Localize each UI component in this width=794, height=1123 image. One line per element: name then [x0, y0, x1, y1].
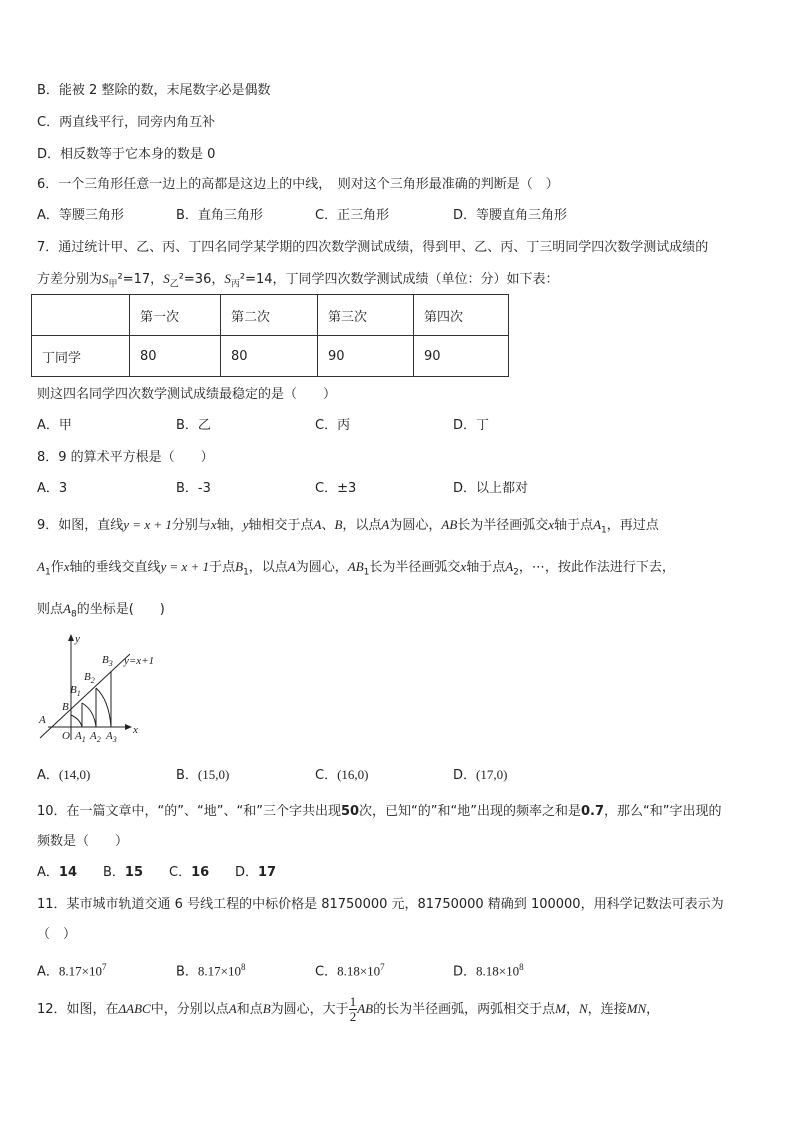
option-value: 8.17×10 — [197, 963, 242, 979]
arc-2 — [82, 703, 96, 727]
point-a: A — [313, 517, 322, 532]
q7-stem-line1: 7．通过统计甲、乙、丙、丁四名同学某学期的四次数学测试成绩，得到甲、乙、丙、丁三明同学四次数学测试成绩的 — [37, 240, 709, 255]
option-letter: A． — [37, 768, 59, 783]
option-value: (16,0) — [337, 767, 369, 782]
label-b2-sub: 2 — [90, 676, 95, 685]
q10-option-a — [37, 864, 77, 882]
q11-option-d — [453, 958, 524, 981]
q9-text: 长为半径画弧交 — [457, 518, 549, 533]
label-a2-sub: 2 — [96, 735, 101, 744]
label-a: A — [39, 714, 46, 726]
option-exponent: 8 — [519, 962, 524, 972]
label-b2-letter: B — [84, 671, 91, 683]
point-a: A — [381, 517, 390, 532]
q10-option-b — [103, 864, 143, 882]
variance-sub: 甲 — [108, 279, 118, 290]
point-a: A — [287, 559, 296, 574]
q7-stem-line2 — [37, 270, 559, 294]
label-b3-sub: 3 — [108, 659, 113, 668]
q11-option-c — [315, 958, 385, 981]
table-cell: 80 — [221, 336, 318, 377]
option-letter: A． — [37, 865, 59, 880]
subscript: 1 — [601, 525, 607, 536]
q9-text: 作 — [50, 560, 64, 575]
q9-text: 为圆心， — [295, 560, 348, 575]
q6-option-b: B．直角三角形 — [176, 208, 263, 223]
variance-value: ²=17， — [117, 272, 164, 287]
variance-symbol: S — [224, 271, 231, 286]
label-b1 — [70, 684, 81, 698]
option-letter: B． — [176, 964, 198, 980]
q9-option-b — [176, 766, 229, 785]
q5-option-c: C．两直线平行，同旁内角互补 — [37, 115, 216, 130]
table-header-cell: 第一次 — [130, 295, 221, 336]
q6-stem: 6．一个三角形任意一边上的高都是这边上的中线， 则对这个三角形最准确的判断是（ ） — [37, 177, 559, 192]
subscript: 8 — [70, 609, 77, 620]
point-b: B — [262, 1001, 271, 1016]
q6-option-c: C．正三角形 — [315, 208, 390, 223]
x-axis-arrow — [125, 724, 132, 730]
q9-stem-line2 — [37, 558, 675, 582]
option-letter: A． — [37, 964, 59, 980]
triangle-abc: ΔABC — [118, 1001, 151, 1016]
q10-number: 50 — [340, 804, 360, 819]
point-b1: B — [235, 559, 244, 574]
fraction-denominator: 2 — [349, 1009, 357, 1024]
q9-option-c — [315, 766, 369, 785]
var-x: x — [63, 559, 70, 574]
q9-text: 、 — [321, 518, 335, 533]
var-x: x — [548, 517, 555, 532]
q10-number: 0.7 — [581, 804, 605, 819]
q7-option-d: D．丁 — [453, 418, 490, 433]
option-letter: D． — [453, 768, 477, 783]
q9-text: ，⋯，按此作法进行下去， — [518, 560, 675, 575]
label-b1-sub: 1 — [76, 689, 81, 698]
q11-option-a — [37, 958, 107, 981]
q12-text: 和点 — [236, 1002, 263, 1017]
label-a3-letter: A — [106, 730, 113, 742]
q9-text: 9．如图，直线 — [37, 518, 124, 533]
option-value: (17,0) — [476, 767, 508, 782]
option-exponent: 7 — [380, 962, 385, 972]
q10-stem-line1 — [37, 803, 722, 821]
var-x: x — [460, 559, 467, 574]
q7-option-c: C．丙 — [315, 418, 351, 433]
label-b: B — [62, 701, 69, 713]
arc-1 — [71, 715, 82, 727]
line-y-x-plus-1 — [40, 654, 130, 738]
q6-option-a: A．等腰三角形 — [37, 208, 124, 223]
q12-text: 为圆心，大于 — [270, 1002, 349, 1017]
option-letter: C． — [315, 768, 338, 783]
table-cell: 丁同学 — [32, 336, 130, 377]
q9-text: 于点 — [209, 560, 236, 575]
variance-sub: 丙 — [230, 279, 240, 290]
label-a1 — [74, 730, 86, 744]
segment-ab: AB — [357, 1001, 374, 1016]
q6-option-d: D．等腰直角三角形 — [453, 208, 568, 223]
q9-text: 长为半径画弧交 — [369, 560, 461, 575]
option-value: 8.18×10 — [337, 963, 381, 979]
option-value: 8.18×10 — [476, 963, 520, 979]
option-letter: D． — [453, 964, 477, 980]
label-x-axis: x — [133, 724, 138, 736]
q11-stem-line2: （ ） — [37, 927, 77, 942]
variance-value: ²=14，丁同学四次数学测试成绩（单位：分）如下表： — [239, 272, 559, 287]
q12-text: ， — [646, 1002, 660, 1017]
option-letter: B． — [176, 768, 198, 783]
option-exponent: 8 — [241, 962, 246, 972]
option-letter: B． — [103, 865, 125, 880]
option-value: (14,0) — [58, 767, 91, 782]
label-b2 — [84, 671, 95, 685]
q10-text: 10．在一篇文章中，“的”、“地”、“和”三个字共出现 — [37, 804, 341, 819]
option-value: 16 — [191, 865, 210, 880]
score-table — [31, 294, 509, 377]
table-cell: 90 — [318, 336, 414, 377]
q8-stem: 8．9 的算术平方根是（ ） — [37, 450, 214, 465]
option-letter: C． — [315, 964, 338, 980]
q9-text: 为圆心， — [389, 518, 442, 533]
line-equation: y = x + 1 — [160, 559, 210, 574]
label-a3 — [105, 730, 117, 744]
point-a: A — [228, 1001, 237, 1016]
option-value: 15 — [124, 865, 144, 880]
table-header-cell: 第二次 — [221, 295, 318, 336]
q7-text: 方差分别为 — [37, 272, 103, 287]
q9-figure — [36, 632, 176, 744]
table-row — [32, 336, 509, 377]
q9-text: 轴的垂线交直线 — [69, 560, 161, 575]
q12-text: 12．如图，在 — [37, 1002, 119, 1017]
table-cell: 80 — [130, 336, 221, 377]
table-header-cell: 第四次 — [414, 295, 509, 336]
q5-option-b: B．能被 2 整除的数，末尾数字必是偶数 — [37, 83, 271, 98]
option-value: 17 — [258, 865, 277, 880]
point-n: N — [578, 1001, 588, 1016]
subscript: 1 — [243, 567, 249, 578]
label-o: O — [62, 730, 70, 742]
label-a1-sub: 1 — [81, 735, 86, 744]
q10-text: ，那么“和”字出现的 — [604, 804, 722, 819]
fraction-numerator: 1 — [349, 994, 357, 1009]
point-m: M — [555, 1001, 566, 1016]
subscript: 1 — [363, 567, 370, 578]
variance-value: ²=36， — [178, 272, 225, 287]
label-line: y=x+1 — [124, 655, 155, 667]
option-value: (15,0) — [197, 767, 230, 782]
option-letter: D． — [235, 865, 259, 880]
table-header-cell — [32, 295, 130, 336]
q8-option-a: A．3 — [37, 481, 68, 496]
q9-text: 轴于点 — [554, 518, 594, 533]
q10-option-d — [235, 864, 276, 882]
q7-question: 则这四名同学四次数学测试成绩最稳定的是（ ） — [37, 387, 337, 402]
table-header-cell: 第三次 — [318, 295, 414, 336]
q12-text: ， — [565, 1002, 579, 1017]
q9-text: 分别与 — [171, 518, 211, 533]
label-b3 — [102, 654, 113, 668]
q10-stem-line2: 频数是（ ） — [37, 834, 129, 849]
q10-text: 次，已知“的”和“地”出现的频率之和是 — [359, 804, 581, 819]
label-a3-sub: 3 — [112, 735, 117, 744]
label-a2 — [89, 730, 101, 744]
q8-option-d: D．以上都对 — [453, 481, 529, 496]
point-a8: A — [63, 601, 71, 616]
label-b1-letter: B — [70, 684, 77, 696]
q11-stem-line1: 11．某市城市轨道交通 6 号线工程的中标价格是 81750000 元，81750000 精确到 100000，用科学记数法可表示为 — [37, 897, 724, 912]
q9-text: 轴于点 — [466, 560, 506, 575]
option-exponent: 7 — [102, 962, 107, 972]
y-axis-arrow — [68, 634, 74, 641]
segment-ab: AB — [441, 517, 458, 532]
line-equation: y = x + 1 — [123, 517, 172, 532]
q9-text: 则点 — [37, 602, 64, 617]
fraction-one-half — [349, 995, 358, 1024]
q9-option-d — [453, 766, 507, 785]
label-a2-letter: A — [90, 730, 97, 742]
q12-stem — [37, 994, 659, 1025]
q9-text: ，以点 — [342, 518, 382, 533]
q12-text: 中，分别以点 — [150, 1002, 229, 1017]
option-value: 14 — [58, 865, 77, 880]
q12-text: 的长为半径画弧，两弧相交于点 — [373, 1002, 556, 1017]
point-a2: A — [505, 559, 514, 574]
subscript: 1 — [44, 567, 51, 578]
q10-option-c — [169, 864, 209, 882]
subscript: 2 — [513, 567, 519, 578]
q11-option-b — [176, 958, 246, 981]
table-header-row — [32, 295, 509, 336]
q8-option-b: B．-3 — [176, 481, 211, 496]
q9-stem-line3 — [37, 600, 165, 624]
q7-option-b: B．乙 — [176, 418, 211, 433]
segment-mn: MN — [626, 1001, 647, 1016]
q5-option-d: D．相反数等于它本身的数是 0 — [37, 147, 216, 162]
q9-option-a — [37, 766, 90, 785]
point-a1: A — [593, 517, 602, 532]
q12-text: ，连接 — [587, 1002, 627, 1017]
arc-3 — [96, 688, 111, 727]
point-a1: A — [37, 559, 45, 574]
variance-symbol: S — [102, 271, 109, 286]
q9-text: ，以点 — [248, 560, 288, 575]
var-y: y — [242, 517, 249, 532]
variance-symbol: S — [163, 271, 170, 286]
variance-sub: 乙 — [169, 279, 179, 290]
q7-option-a: A．甲 — [37, 418, 72, 433]
label-y-axis: y — [75, 633, 80, 645]
point-b: B — [334, 517, 343, 532]
q9-text: ，再过点 — [606, 518, 659, 533]
q8-option-c: C．±3 — [315, 481, 357, 496]
q9-text: 的坐标是( ) — [76, 602, 165, 617]
q9-text: 轴， — [216, 518, 243, 533]
label-a1-letter: A — [75, 730, 82, 742]
table-cell: 90 — [414, 336, 509, 377]
q9-text: 轴相交于点 — [248, 518, 314, 533]
segment-ab1: AB — [347, 559, 364, 574]
label-b3-letter: B — [102, 654, 109, 666]
option-value: 8.17×10 — [58, 963, 102, 979]
var-x: x — [210, 517, 217, 532]
q9-stem-line1 — [37, 516, 659, 540]
option-letter: C． — [169, 865, 192, 880]
